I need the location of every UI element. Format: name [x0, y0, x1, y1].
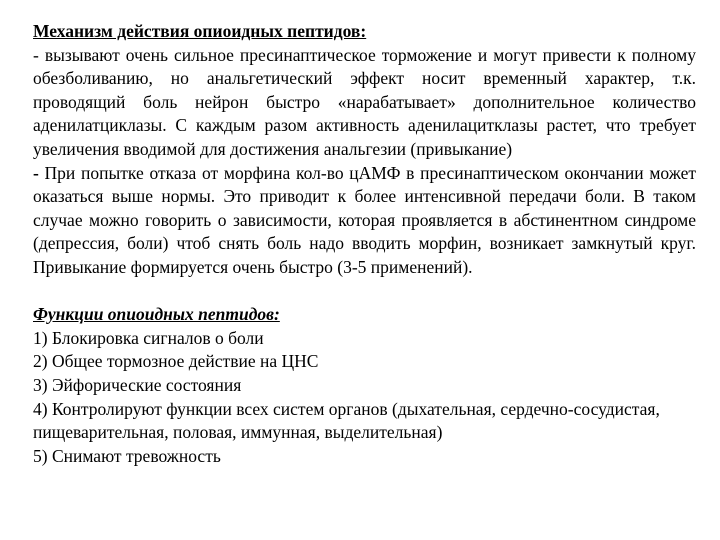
functions-item-1: 1) Блокировка сигналов о боли [33, 327, 264, 348]
mechanism-paragraph-2 [33, 162, 696, 280]
functions-heading: Функции опиоидных пептидов: [33, 304, 280, 325]
paragraph-dash: - [33, 162, 39, 183]
functions-item-2: 2) Общее тормозное действие на ЦНС [33, 351, 319, 372]
mechanism-heading: Механизм действия опиоидных пептидов: [33, 21, 367, 41]
section-gap [33, 280, 696, 304]
mechanism-paragraph-1: - вызывают очень сильное пресинаптическое торможение и могут привести к полному обезболиванию, но анальгетический эффект носит временный характер, т.к. проводящий боль нейрон быстро «нарабатывает» дополнительное количество аденилатциклазы. С каждым разом активность аденилацитклазы растет, что требует увеличения вводимой для достижения анальгезии (привыкание) [33, 44, 696, 159]
functions-item-3: 3) Эйфорические состояния [33, 374, 242, 395]
functions-item-4: 4) Контролируют функции всех систем органов (дыхательная, сердечно-сосудистая, пищеварительная, половая, иммунная, выделительная) [33, 398, 660, 443]
functions-list [33, 327, 696, 469]
mechanism-section [33, 20, 696, 280]
functions-item-5: 5) Снимают тревожность [33, 445, 221, 466]
mechanism-paragraph-2-text: При попытке отказа от морфина кол-во цАМФ в пресинаптическом окончании может оказаться выше нормы. Это приводит к более интенсивной передачи боли. В таком случае можно говорить о зависимости, которая проявляется в абстинентном синдроме (депрессия, боли) чтоб снять боль надо вводить морфин, возникает замкнутый круг. Привыкание формируется очень быстро (3-5 применений). [33, 162, 696, 277]
functions-section [33, 303, 696, 468]
